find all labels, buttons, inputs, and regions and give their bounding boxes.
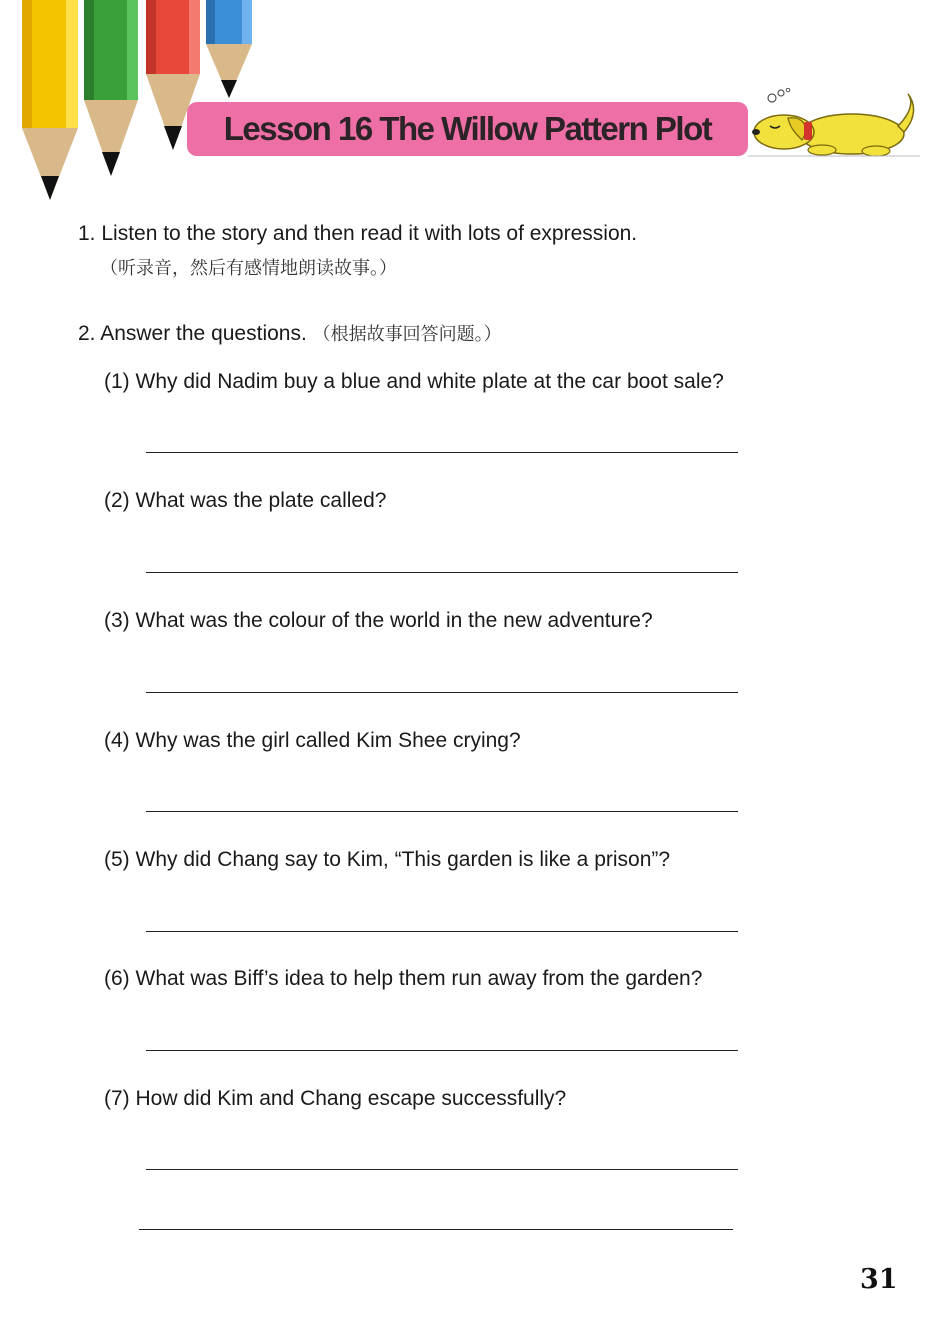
- question-7: (7) How did Kim and Chang escape successfully?: [104, 1087, 567, 1110]
- instruction-1: [78, 222, 637, 246]
- green-pencil-icon: [84, 0, 138, 176]
- instruction-1-translation: [100, 254, 397, 280]
- answer-line-6[interactable]: [146, 1050, 738, 1051]
- question-5: (5) Why did Chang say to Kim, “This garden is like a prison”?: [104, 848, 671, 871]
- sleeping-dog-icon: [748, 88, 920, 156]
- answer-line-3[interactable]: [146, 692, 738, 693]
- instruction-2-zh: （根据故事回答问题。）: [312, 324, 502, 345]
- answer-line-5[interactable]: [146, 931, 738, 932]
- sleeping-dog-illustration: [748, 88, 920, 160]
- answer-line-1[interactable]: [146, 452, 738, 453]
- answer-line-7a[interactable]: [146, 1169, 738, 1170]
- blue-pencil-icon: [206, 0, 252, 98]
- answer-line-4[interactable]: [146, 811, 738, 812]
- answer-line-7b[interactable]: [139, 1229, 733, 1230]
- question-1: (1) Why did Nadim buy a blue and white plate at the car boot sale?: [104, 370, 724, 393]
- question-6: (6) What was Biff’s idea to help them run away from the garden?: [104, 967, 703, 990]
- answer-line-2[interactable]: [146, 572, 738, 573]
- instruction-2: [78, 320, 502, 346]
- yellow-pencil-icon: [22, 0, 78, 200]
- page-title: Lesson 16 The Willow Pattern Plot: [223, 110, 712, 147]
- page-number: 31: [860, 1264, 898, 1295]
- instruction-1-zh: （听录音，然后有感情地朗读故事。）: [100, 258, 397, 279]
- question-4: (4) Why was the girl called Kim Shee crying?: [104, 729, 521, 752]
- instruction-1-text: 1. Listen to the story and then read it with lots of expression.: [78, 222, 638, 245]
- question-2: (2) What was the plate called?: [104, 489, 387, 512]
- instruction-2-text: 2. Answer the questions.: [78, 322, 313, 345]
- title-banner: [187, 102, 748, 156]
- question-3: (3) What was the colour of the world in the new adventure?: [104, 609, 653, 632]
